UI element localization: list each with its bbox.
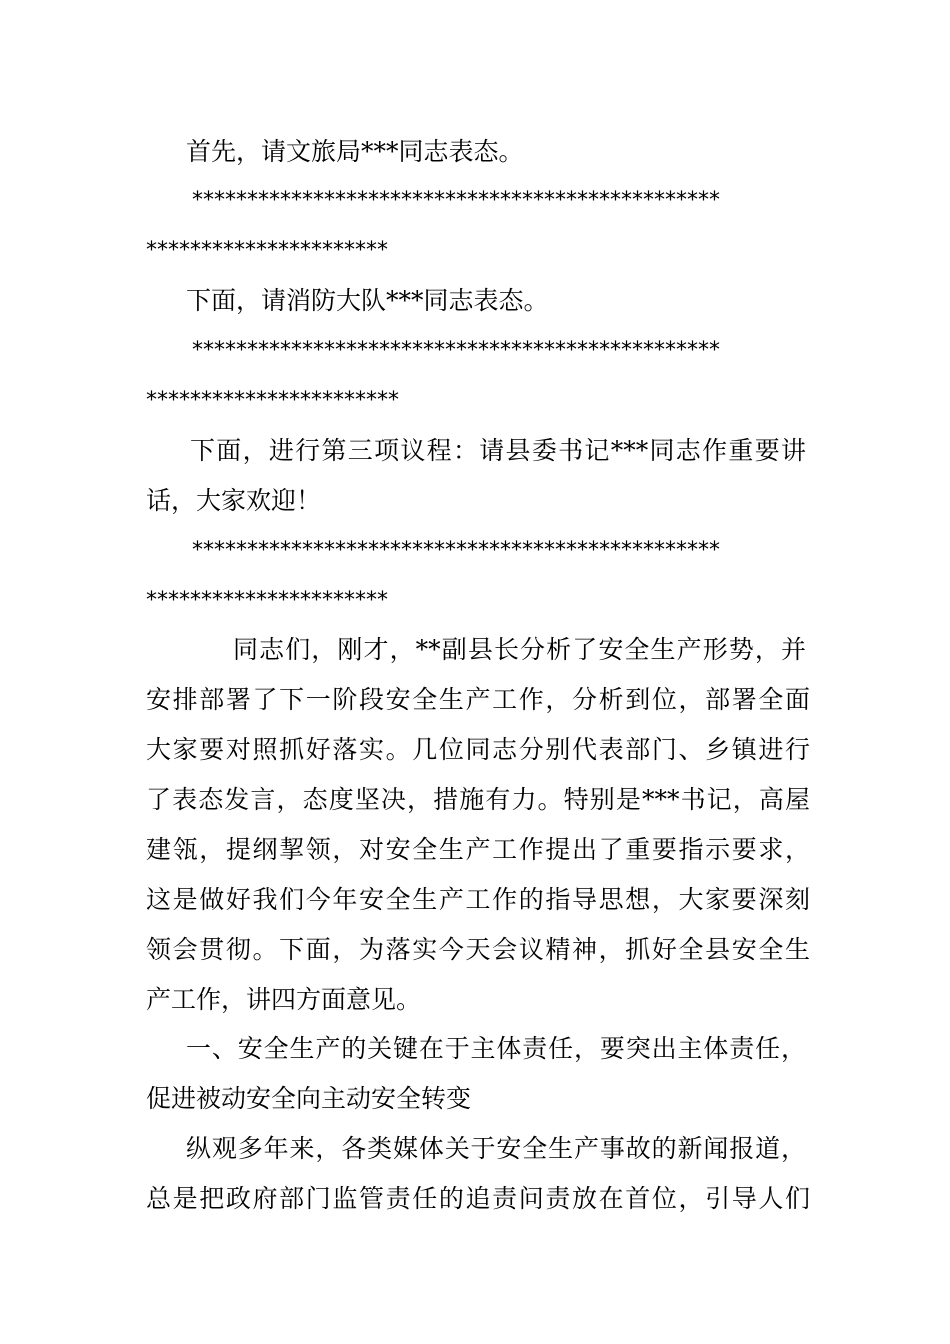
paragraph-line: 下面，请消防大队***同志表态。 xyxy=(186,286,549,315)
paragraph-line: 了表态发言，态度坚决，措施有力。特别是***书记，高屋 xyxy=(146,785,810,814)
paragraph-line: 大家要对照抓好落实。几位同志分别代表部门、乡镇进行 xyxy=(146,735,810,764)
asterisk-line: ************************************************ xyxy=(192,538,720,563)
asterisk-line: ************************************************ xyxy=(192,338,720,363)
paragraph-line: 首先，请文旅局***同志表态。 xyxy=(186,137,524,166)
paragraph-line: 总是把政府部门监管责任的追责问责放在首位，引导人们 xyxy=(146,1184,810,1213)
section-heading-line: 一、安全生产的关键在于主体责任，要突出主体责任， xyxy=(186,1034,806,1063)
paragraph-line: 领会贯彻。下面，为落实今天会议精神，抓好全县安全生 xyxy=(146,935,810,964)
paragraph-line: 话，大家欢迎！ xyxy=(146,486,322,515)
asterisk-line: ************************************************ xyxy=(192,188,720,213)
asterisk-line: ********************** xyxy=(146,238,388,263)
paragraph-line: 同志们，刚才，**副县长分析了安全生产形势，并 xyxy=(233,635,806,664)
paragraph-line: 建瓴，提纲挈领，对安全生产工作提出了重要指示要求， xyxy=(146,835,810,864)
asterisk-line: *********************** xyxy=(146,388,399,413)
paragraph-line: 纵观多年来，各类媒体关于安全生产事故的新闻报道， xyxy=(186,1134,806,1163)
paragraph-line: 这是做好我们今年安全生产工作的指导思想，大家要深刻 xyxy=(146,885,810,914)
asterisk-line: ********************** xyxy=(146,588,388,613)
paragraph-line: 下面，进行第三项议程：请县委书记***同志作重要讲 xyxy=(190,436,806,465)
paragraph-line: 产工作，讲四方面意见。 xyxy=(146,985,422,1014)
section-heading-line: 促进被动安全向主动安全转变 xyxy=(146,1084,472,1113)
paragraph-line: 安排部署了下一阶段安全生产工作，分析到位，部署全面 xyxy=(146,685,810,714)
